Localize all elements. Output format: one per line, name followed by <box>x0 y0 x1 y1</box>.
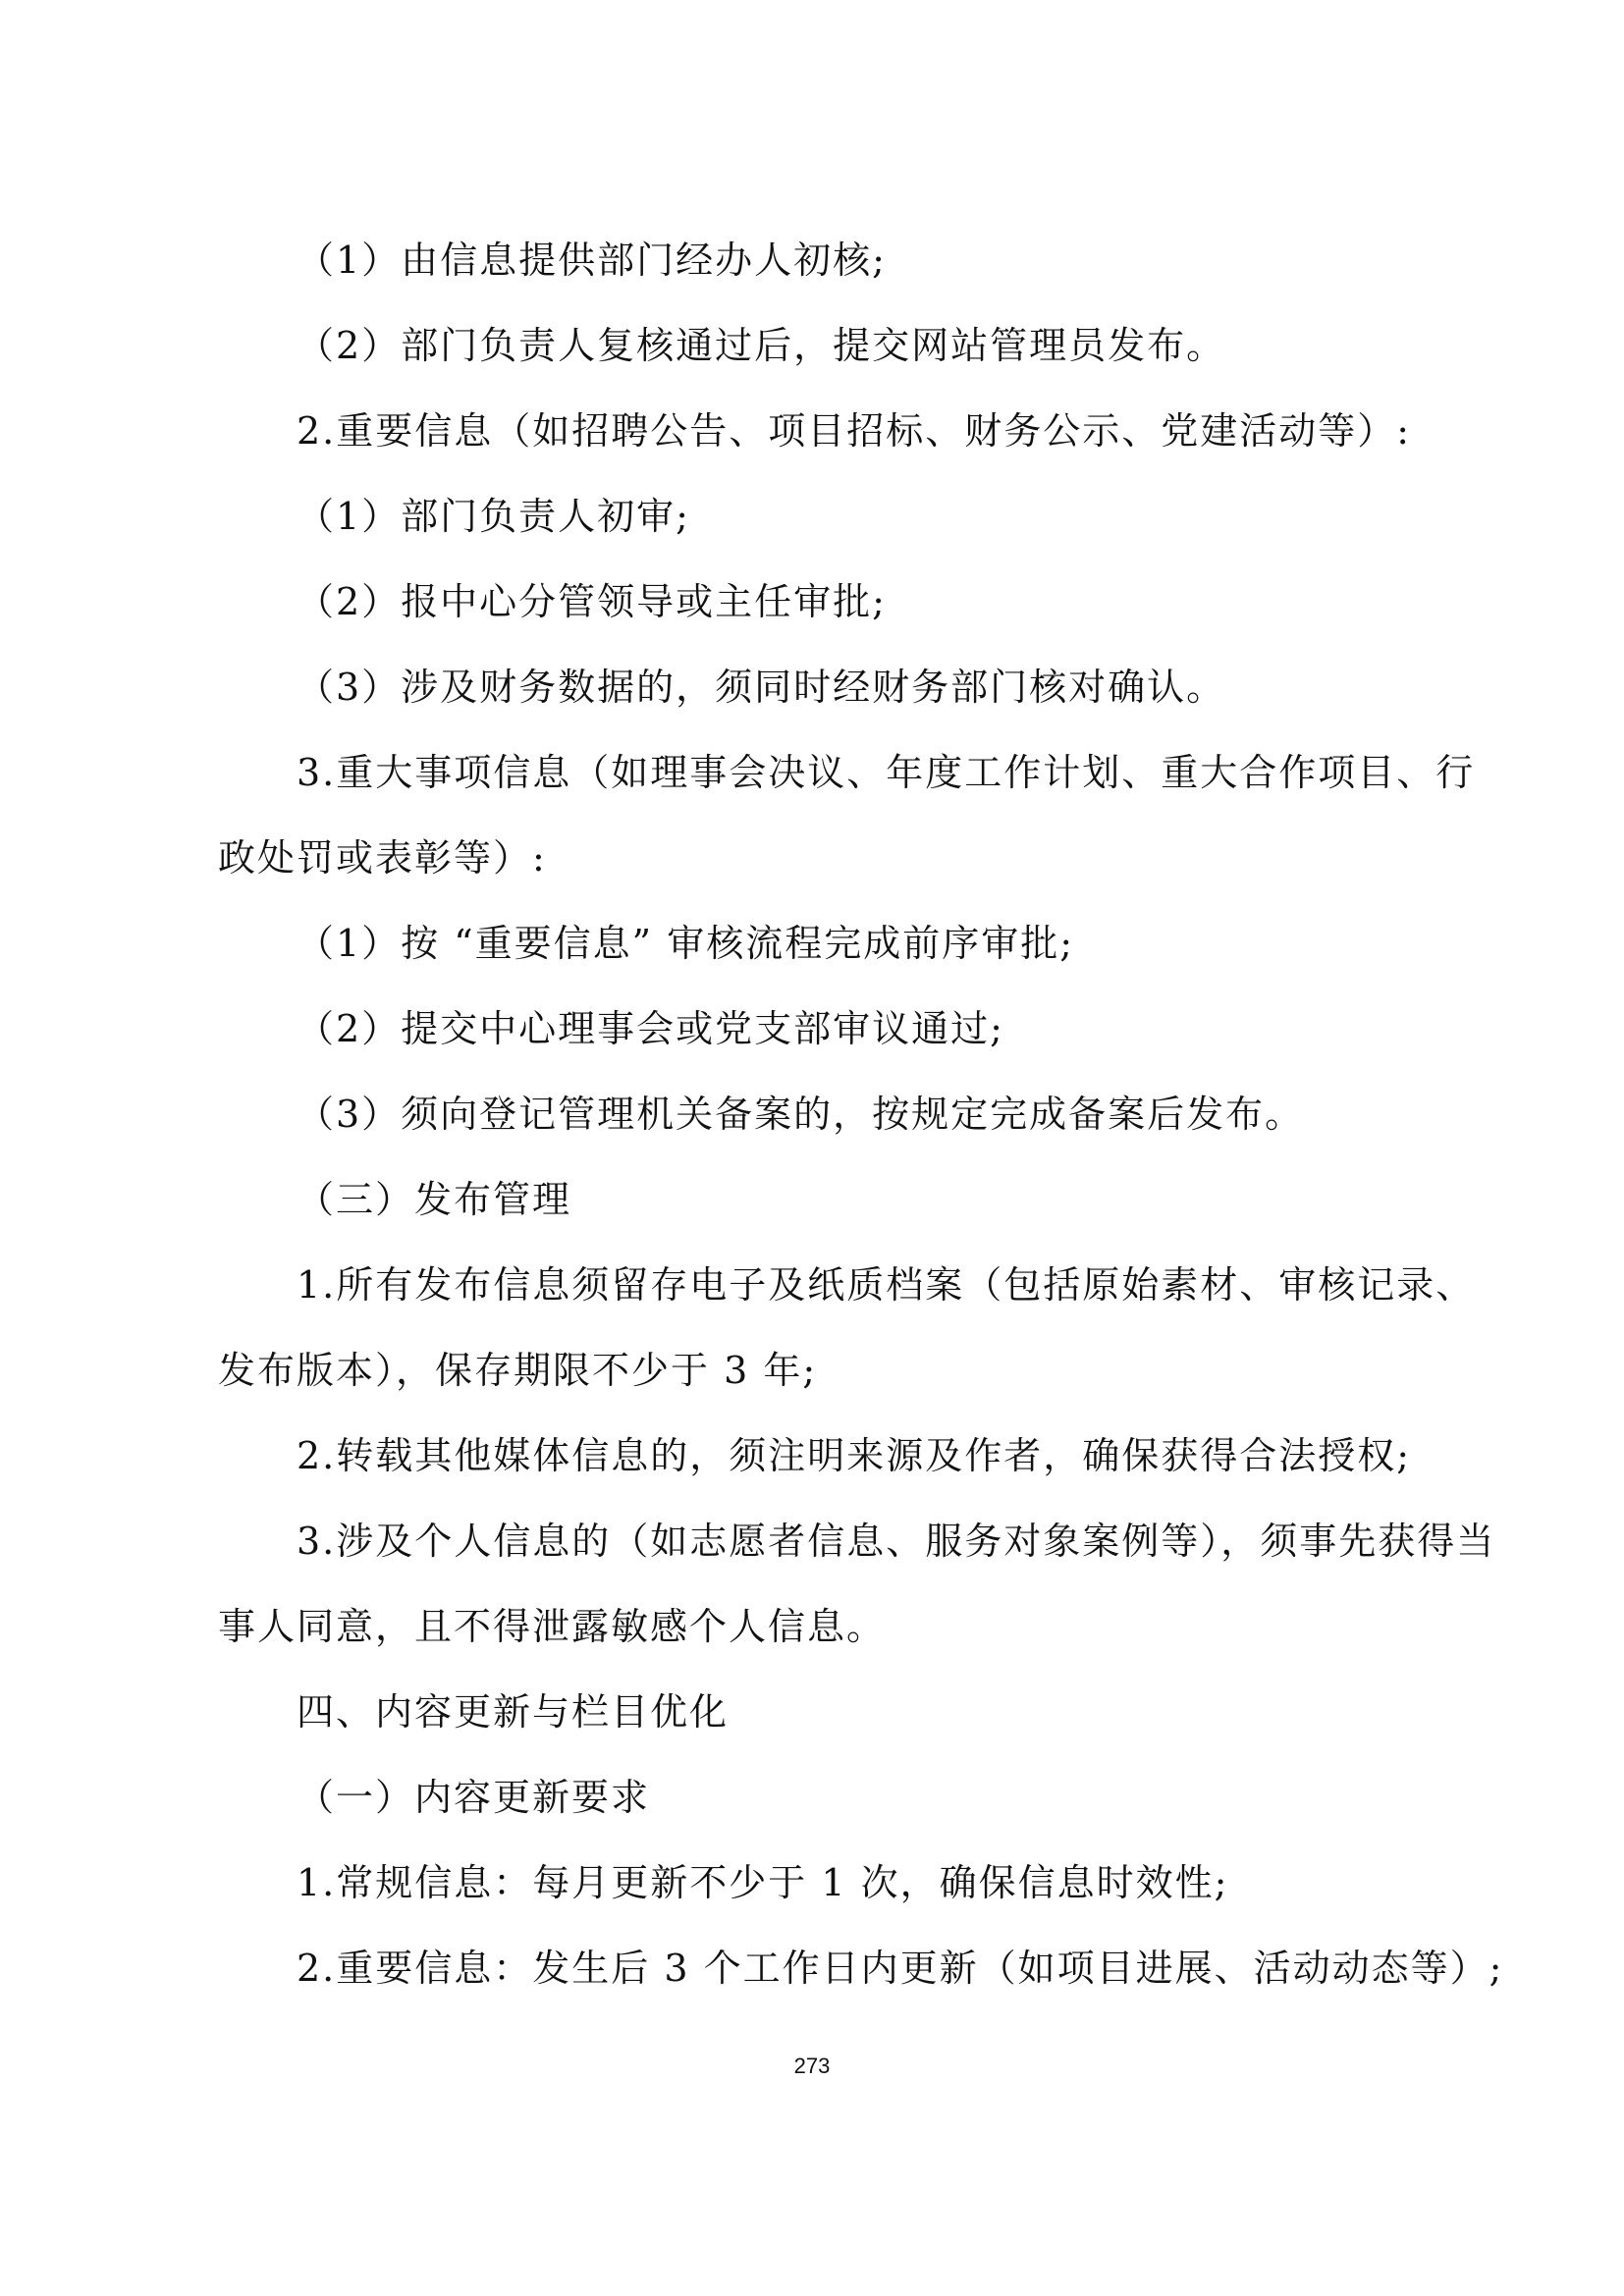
paragraph-line: 1.所有发布信息须留存电子及纸质档案（包括原始素材、审核记录、 <box>297 1263 1476 1307</box>
paragraph-line: （1）由信息提供部门经办人初核; <box>297 239 887 282</box>
paragraph-line: （3）须向登记管理机关备案的，按规定完成备案后发布。 <box>297 1093 1305 1136</box>
subsection-heading: （一）内容更新要求 <box>297 1776 651 1819</box>
paragraph-line: （3）涉及财务数据的，须同时经财务部门核对确认。 <box>297 666 1226 709</box>
paragraph-line: 1.常规信息：每月更新不少于 1 次，确保信息时效性; <box>297 1861 1229 1904</box>
paragraph-line: 2.转载其他媒体信息的，须注明来源及作者，确保获得合法授权; <box>297 1434 1412 1477</box>
page-number: 273 <box>793 2054 831 2078</box>
paragraph-line: 3.涉及个人信息的（如志愿者信息、服务对象案例等），须事先获得当 <box>297 1520 1496 1563</box>
paragraph-line: 2.重要信息：发生后 3 个工作日内更新（如项目进展、活动动态等）; <box>297 1947 1504 1990</box>
paragraph-line: （2）报中心分管领导或主任审批; <box>297 580 887 623</box>
paragraph-line: 政处罚或表彰等）: <box>218 836 547 880</box>
paragraph-line: 2.重要信息（如招聘公告、项目招标、财务公示、党建活动等）: <box>297 409 1412 453</box>
paragraph-line: （1）按 “重要信息” 审核流程完成前序审批; <box>297 922 1074 965</box>
paragraph-line: 发布版本），保存期限不少于 3 年; <box>218 1349 818 1392</box>
paragraph-line: （2）提交中心理事会或党支部审议通过; <box>297 1007 1004 1050</box>
paragraph-line: （1）部门负责人初审; <box>297 495 690 538</box>
paragraph-line: （2）部门负责人复核通过后，提交网站管理员发布。 <box>297 324 1226 367</box>
document-body <box>218 218 1504 2011</box>
section-heading: （三）发布管理 <box>297 1178 572 1221</box>
paragraph-line: 事人同意，且不得泄露敏感个人信息。 <box>218 1605 887 1648</box>
section-heading: 四、内容更新与栏目优化 <box>297 1690 730 1734</box>
paragraph-line: 3.重大事项信息（如理事会决议、年度工作计划、重大合作项目、行 <box>297 751 1476 794</box>
